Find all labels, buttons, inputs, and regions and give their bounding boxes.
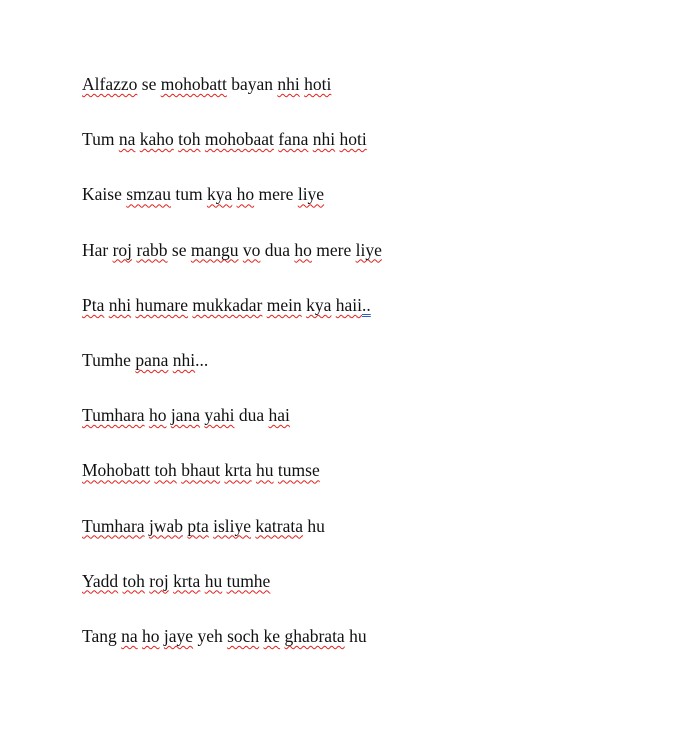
spelling-flagged-word: haii	[335, 294, 362, 315]
spelling-flagged-word: kaho	[139, 129, 174, 150]
text-run: tum	[170, 184, 207, 205]
spelling-flagged-word: Mohobatt	[82, 460, 151, 481]
spelling-flagged-word: ghabrata	[284, 625, 345, 646]
spelling-flagged-word: nhi	[277, 74, 300, 94]
spelling-flagged-word: mangu	[190, 239, 239, 260]
document-line	[82, 72, 382, 127]
spelling-flagged-word: roj	[149, 570, 169, 591]
spelling-flagged-word: toh	[122, 570, 145, 591]
text-run: se	[167, 239, 191, 260]
spelling-flagged-word: hoti	[304, 74, 332, 94]
spelling-flagged-word: mohobatt	[160, 74, 227, 94]
spelling-flagged-word: Yadd	[82, 570, 119, 591]
text-run: dua	[234, 405, 269, 426]
spelling-flagged-word: hai	[268, 405, 290, 426]
spelling-flagged-word: mukkadar	[192, 294, 263, 315]
spelling-flagged-word: rabb	[136, 239, 168, 260]
spelling-flagged-word: soch	[227, 625, 260, 646]
spelling-flagged-word: hu	[256, 460, 274, 481]
spelling-flagged-word: jaye	[163, 625, 194, 646]
spelling-flagged-word: smzau	[126, 184, 171, 205]
grammar-flagged-text: ..	[362, 294, 371, 315]
spelling-flagged-word: tumse	[277, 460, 320, 481]
document-line	[82, 514, 382, 569]
spelling-flagged-word: ho	[142, 625, 160, 646]
spelling-flagged-word: isliye	[213, 515, 252, 536]
document-line	[82, 182, 382, 237]
document-line	[82, 458, 382, 513]
spelling-flagged-word: Tumhara	[82, 515, 145, 536]
spelling-flagged-word: tumhe	[226, 570, 271, 591]
text-run: yeh	[193, 625, 228, 646]
text-run: hu	[303, 515, 325, 536]
spelling-flagged-word: nhi	[172, 349, 196, 370]
document-line	[82, 238, 382, 293]
spelling-flagged-word: pana	[135, 349, 169, 370]
spelling-flagged-word: toh	[154, 460, 177, 481]
spelling-flagged-word: yahi	[204, 405, 235, 426]
spelling-flagged-word: nhi	[312, 129, 336, 150]
document-line	[82, 624, 382, 679]
spelling-flagged-word: Tumhara	[82, 405, 145, 426]
text-run: mere	[311, 239, 356, 260]
spelling-flagged-word: na	[118, 129, 136, 150]
spelling-flagged-word: roj	[112, 239, 133, 260]
spelling-flagged-word: kya	[306, 294, 332, 315]
spelling-flagged-word: ho	[236, 184, 255, 205]
text-run: hu	[344, 625, 367, 646]
text-run: Tang	[82, 625, 122, 646]
spelling-flagged-word: kya	[206, 184, 233, 205]
spelling-flagged-word: toh	[178, 129, 201, 150]
spelling-flagged-word: pta	[187, 515, 209, 536]
spelling-flagged-word: mohobaat	[204, 129, 274, 150]
spelling-flagged-word: liye	[297, 184, 325, 205]
text-run: mere	[254, 184, 298, 205]
text-run: se	[137, 74, 161, 94]
text-run: ...	[195, 349, 209, 370]
spelling-flagged-word: humare	[135, 294, 188, 315]
spelling-flagged-word: liye	[355, 239, 382, 260]
spelling-flagged-word: vo	[242, 239, 261, 260]
spelling-flagged-word: ke	[263, 625, 281, 646]
text-run: Har	[82, 239, 113, 260]
document-line	[82, 569, 382, 624]
text-run: Tum	[82, 129, 119, 150]
spelling-flagged-word: fana	[278, 129, 309, 150]
spelling-flagged-word: nhi	[108, 294, 132, 315]
spelling-flagged-word: katrata	[255, 515, 304, 536]
document-line	[82, 127, 382, 182]
spelling-flagged-word: ho	[148, 405, 167, 426]
document-line	[82, 293, 382, 348]
spelling-flagged-word: Alfazzo	[82, 74, 138, 94]
spelling-flagged-word: na	[121, 625, 138, 646]
spelling-flagged-word: hu	[204, 570, 223, 591]
text-run: dua	[260, 239, 295, 260]
spelling-flagged-word: jwab	[148, 515, 183, 536]
spelling-flagged-word: Pta	[82, 294, 105, 315]
text-run: Tumhe	[82, 349, 136, 370]
text-run: bayan	[226, 74, 278, 94]
spelling-flagged-word: jana	[170, 405, 200, 426]
spelling-flagged-word: krta	[224, 460, 252, 481]
spelling-flagged-word: bhaut	[181, 460, 221, 481]
document-line	[82, 403, 382, 458]
document-line	[82, 348, 382, 403]
spelling-flagged-word: ho	[294, 239, 312, 260]
spelling-flagged-word: krta	[173, 570, 201, 591]
text-run: Kaise	[82, 184, 127, 205]
spelling-flagged-word: mein	[266, 294, 302, 315]
document-body[interactable]	[82, 72, 382, 679]
spelling-flagged-word: hoti	[339, 129, 367, 150]
